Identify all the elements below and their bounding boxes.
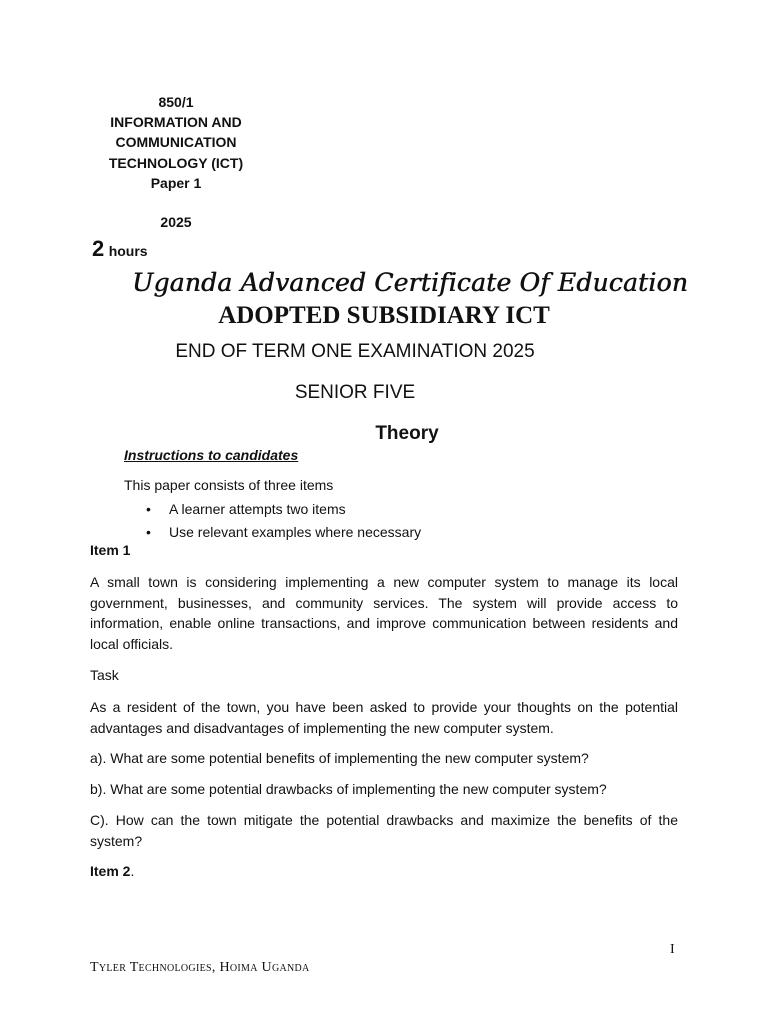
- item-1-scenario: A small town is considering implementing a new computer system to manage its local government, businesses, and community services. The system will provide access to information, enable online transactions, and improve communication between residents and local officials.: [90, 574, 678, 652]
- item-2-heading: [90, 863, 134, 879]
- paper-number: Paper 1: [150, 175, 202, 191]
- subject-line-3: TECHNOLOGY (ICT): [108, 155, 244, 171]
- instruction-bullet: • Use relevant examples where necessary: [146, 523, 421, 546]
- question-b: b). What are some potential drawbacks of implementing the new computer system?: [90, 781, 607, 797]
- item-2-suffix: .: [130, 863, 135, 879]
- class-title: SENIOR FIVE: [294, 382, 416, 403]
- page-number: I: [670, 942, 675, 957]
- task-description: As a resident of the town, you have been asked to provide your thoughts on the potential advantages and disadvantages of implementing the new computer system.: [90, 699, 678, 736]
- question-c: C). How can the town mitigate the potential drawbacks and maximize the benefits of the system?: [90, 812, 678, 849]
- item-1-heading: Item 1: [90, 542, 131, 558]
- subject-line-1: INFORMATION AND: [110, 114, 242, 130]
- page-footer: Tyler Technologies, Hoima Uganda: [90, 960, 310, 975]
- instructions-list: [146, 500, 421, 546]
- instructions-heading: Instructions to candidates: [124, 447, 299, 463]
- exam-year: 2025: [160, 214, 192, 230]
- duration-number: 2: [92, 236, 105, 261]
- section-title: Theory: [375, 423, 439, 444]
- item-2-label: Item 2: [90, 863, 131, 879]
- instructions-intro: This paper consists of three items: [124, 477, 334, 493]
- task-label: Task: [90, 667, 119, 683]
- duration: [92, 236, 148, 262]
- instruction-bullet: • A learner attempts two items: [146, 500, 421, 523]
- question-a: a). What are some potential benefits of implementing the new computer system?: [90, 750, 589, 766]
- certificate-title: Uganda Advanced Certificate Of Education: [132, 268, 688, 297]
- duration-unit: hours: [108, 243, 148, 259]
- subject-line-2: COMMUNICATION: [115, 134, 237, 150]
- paper-code: 850/1: [158, 94, 194, 110]
- subject-title: ADOPTED SUBSIDIARY ICT: [218, 302, 550, 329]
- exam-title: END OF TERM ONE EXAMINATION 2025: [175, 341, 535, 362]
